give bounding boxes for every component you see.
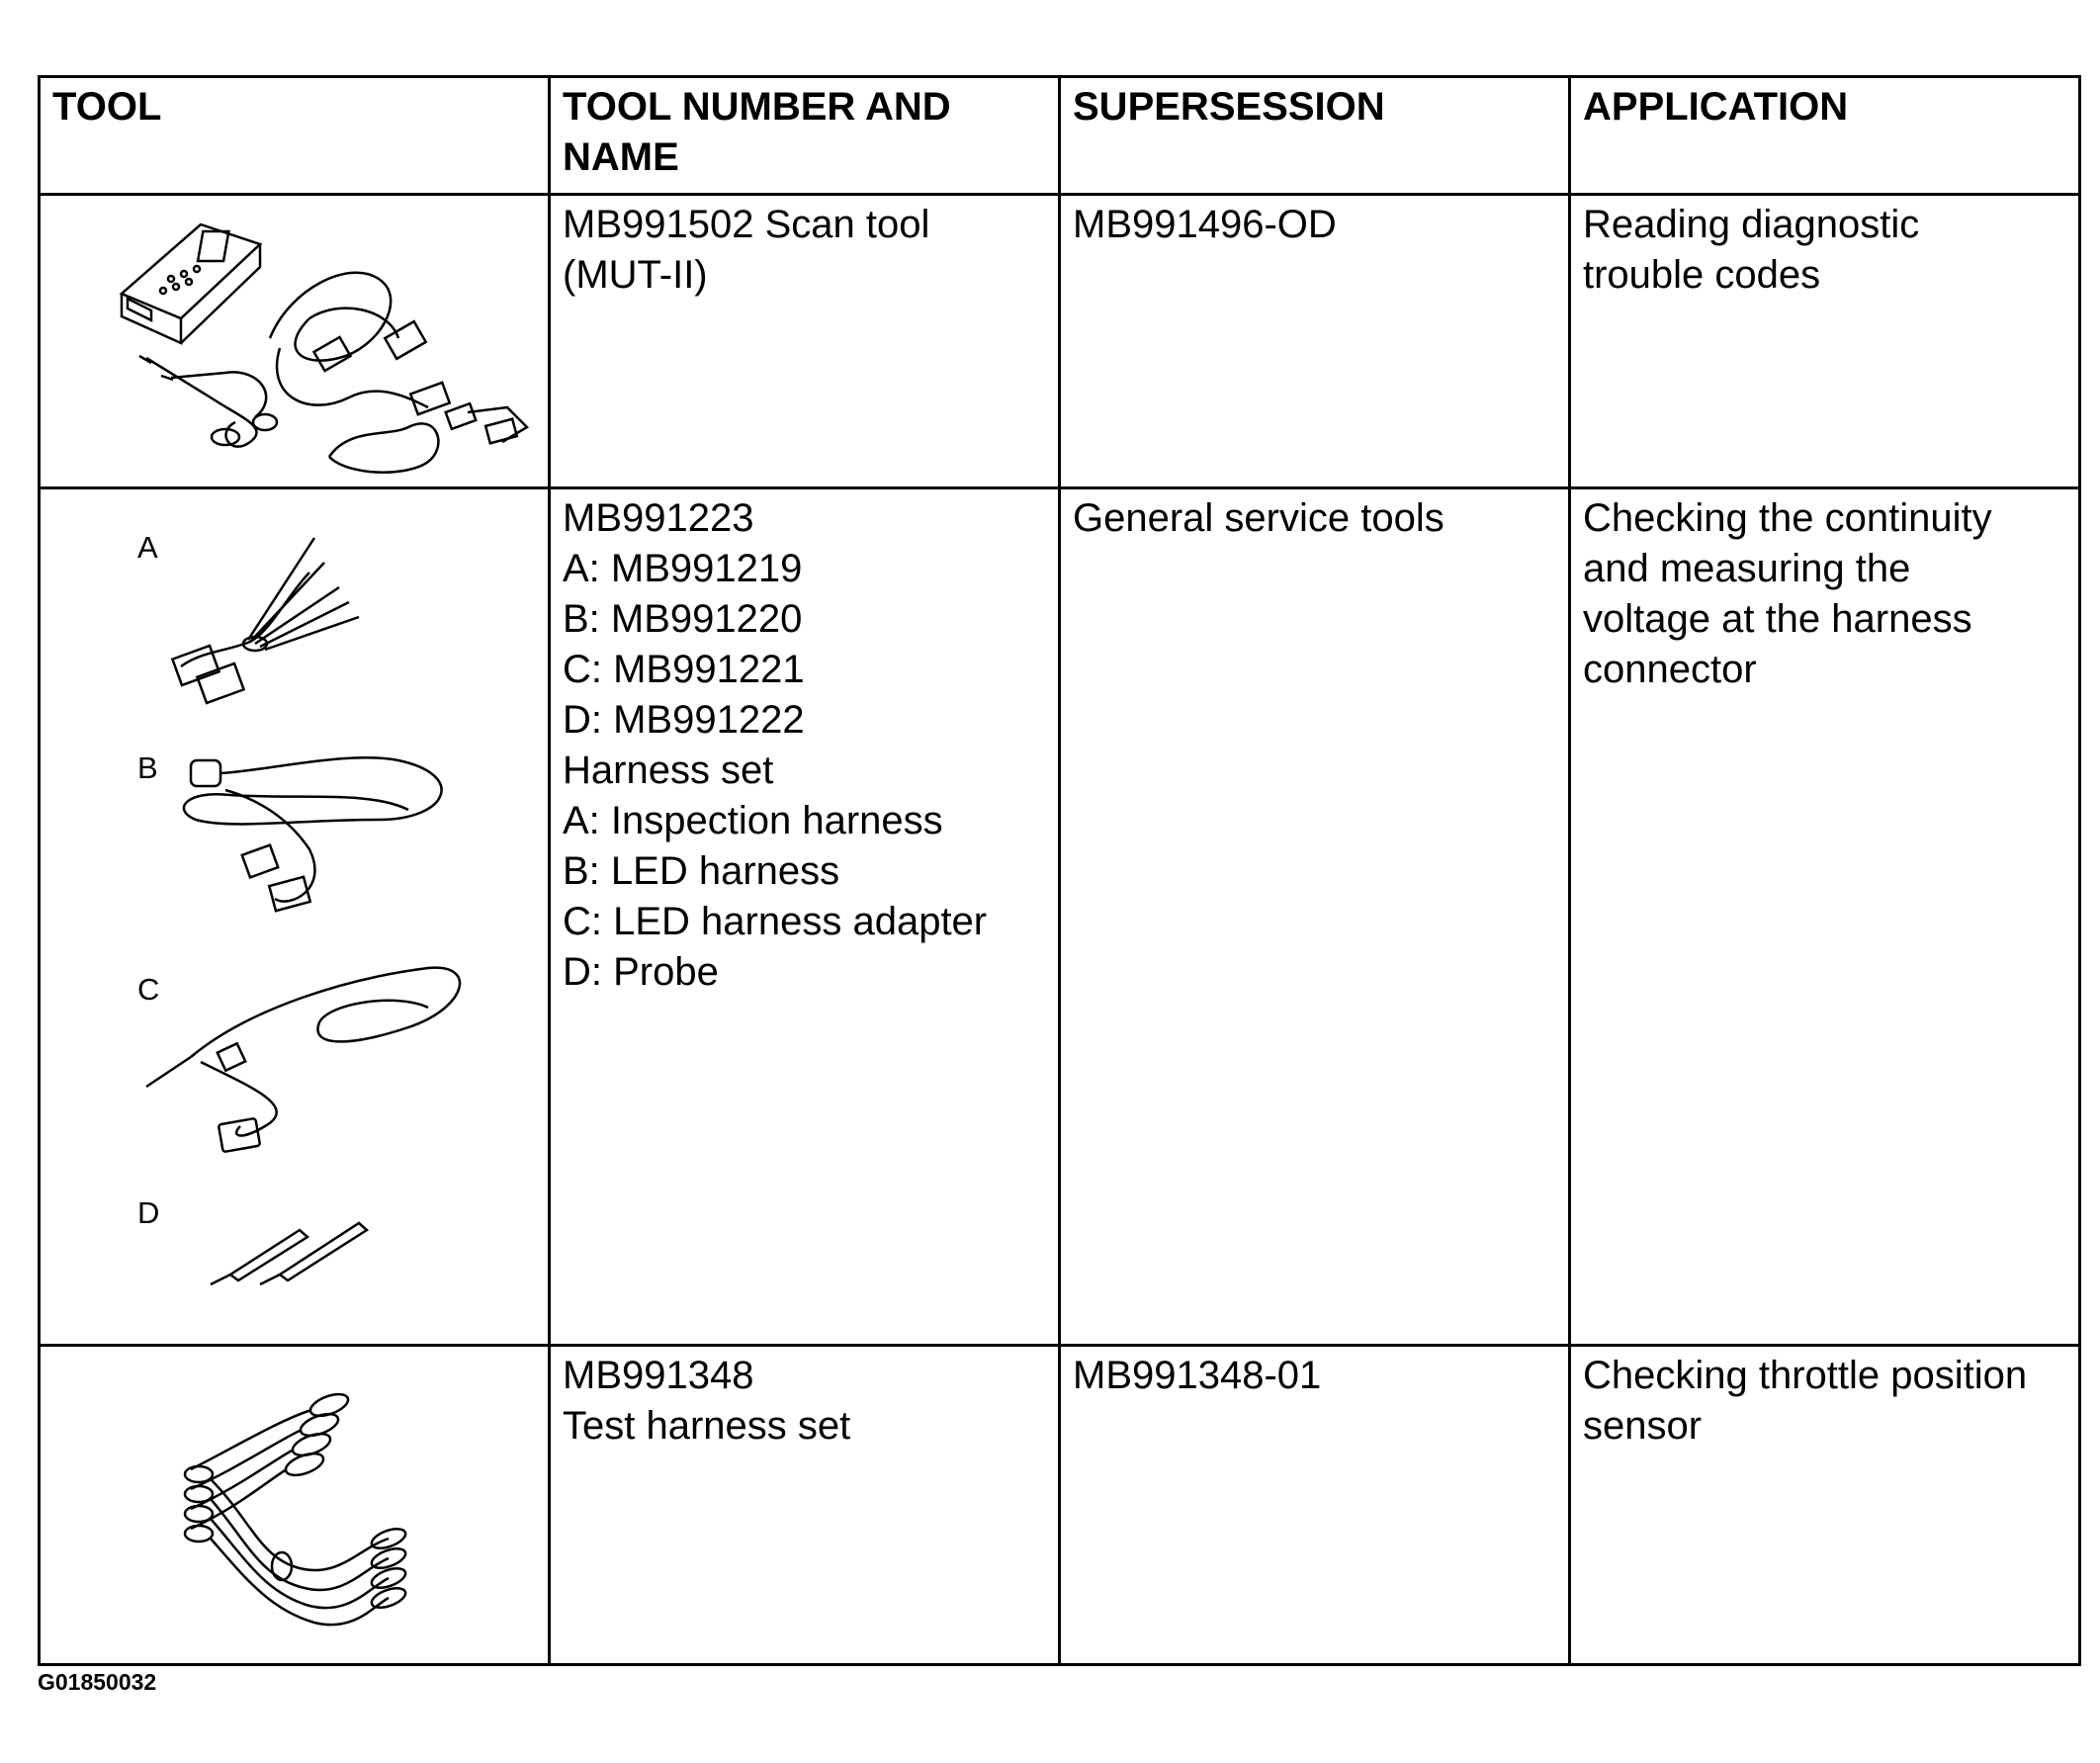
label-c: C bbox=[137, 972, 160, 1007]
header-supersession: SUPERSESSION bbox=[1060, 77, 1570, 195]
supersession-text: MB991348-01 bbox=[1073, 1354, 1322, 1397]
scan-tool-image bbox=[40, 195, 550, 488]
application-line: trouble codes bbox=[1583, 253, 1821, 297]
label-d: D bbox=[137, 1195, 160, 1230]
supersession-cell bbox=[1060, 488, 1570, 1346]
tool-number-line: C: LED harness adapter bbox=[563, 900, 988, 943]
application-cell bbox=[1570, 1346, 2080, 1665]
application-line: voltage at the harness bbox=[1583, 597, 1972, 641]
application-line: Checking throttle position bbox=[1583, 1354, 2028, 1397]
tool-number-line: A: MB991219 bbox=[563, 547, 803, 590]
table-row bbox=[40, 488, 2080, 1346]
supersession-cell bbox=[1060, 1346, 1570, 1665]
harness-set-image bbox=[40, 488, 550, 1346]
application-line: Checking the continuity bbox=[1583, 496, 1992, 540]
tool-number-line: MB991502 Scan tool bbox=[563, 203, 930, 246]
header-tool: TOOL bbox=[40, 77, 550, 195]
special-tools-table bbox=[38, 75, 2081, 1666]
tool-number-line: Harness set bbox=[563, 749, 774, 792]
tool-number-line: MB991223 bbox=[563, 496, 754, 540]
tool-number-line: D: Probe bbox=[563, 950, 719, 994]
test-harness-set-illustration bbox=[52, 1351, 557, 1663]
tool-number-line: C: MB991221 bbox=[563, 648, 805, 691]
figure-id: G01850032 bbox=[38, 1669, 157, 1695]
header-application: APPLICATION bbox=[1570, 77, 2080, 195]
supersession-text: MB991496-OD bbox=[1073, 203, 1337, 246]
tool-number-and-name-cell bbox=[550, 195, 1060, 488]
application-line: and measuring the bbox=[1583, 547, 1911, 590]
tool-number-line: D: MB991222 bbox=[563, 698, 805, 742]
tool-number-line: B: LED harness bbox=[563, 849, 840, 893]
scan-tool-illustration bbox=[52, 200, 557, 486]
table-row bbox=[40, 1346, 2080, 1665]
header-row bbox=[40, 77, 2080, 195]
tool-number-line: B: MB991220 bbox=[563, 597, 803, 641]
application-cell bbox=[1570, 488, 2080, 1346]
label-a: A bbox=[137, 530, 158, 565]
application-line: Reading diagnostic bbox=[1583, 203, 1920, 246]
test-harness-set-image bbox=[40, 1346, 550, 1665]
label-b: B bbox=[137, 750, 158, 785]
application-cell bbox=[1570, 195, 2080, 488]
harness-set-illustration bbox=[52, 493, 557, 1344]
supersession-cell bbox=[1060, 195, 1570, 488]
supersession-text: General service tools bbox=[1073, 496, 1444, 540]
application-line: sensor bbox=[1583, 1404, 1703, 1448]
tool-number-line: MB991348 bbox=[563, 1354, 754, 1397]
table-row bbox=[40, 195, 2080, 488]
tool-number-and-name-cell bbox=[550, 488, 1060, 1346]
application-line: connector bbox=[1583, 648, 1757, 691]
tool-number-line: (MUT-II) bbox=[563, 253, 708, 297]
tool-number-line: A: Inspection harness bbox=[563, 799, 943, 842]
tool-number-line: Test harness set bbox=[563, 1404, 851, 1448]
tool-number-and-name-cell bbox=[550, 1346, 1060, 1665]
header-tool-number-and-name: TOOL NUMBER AND NAME bbox=[550, 77, 1060, 195]
